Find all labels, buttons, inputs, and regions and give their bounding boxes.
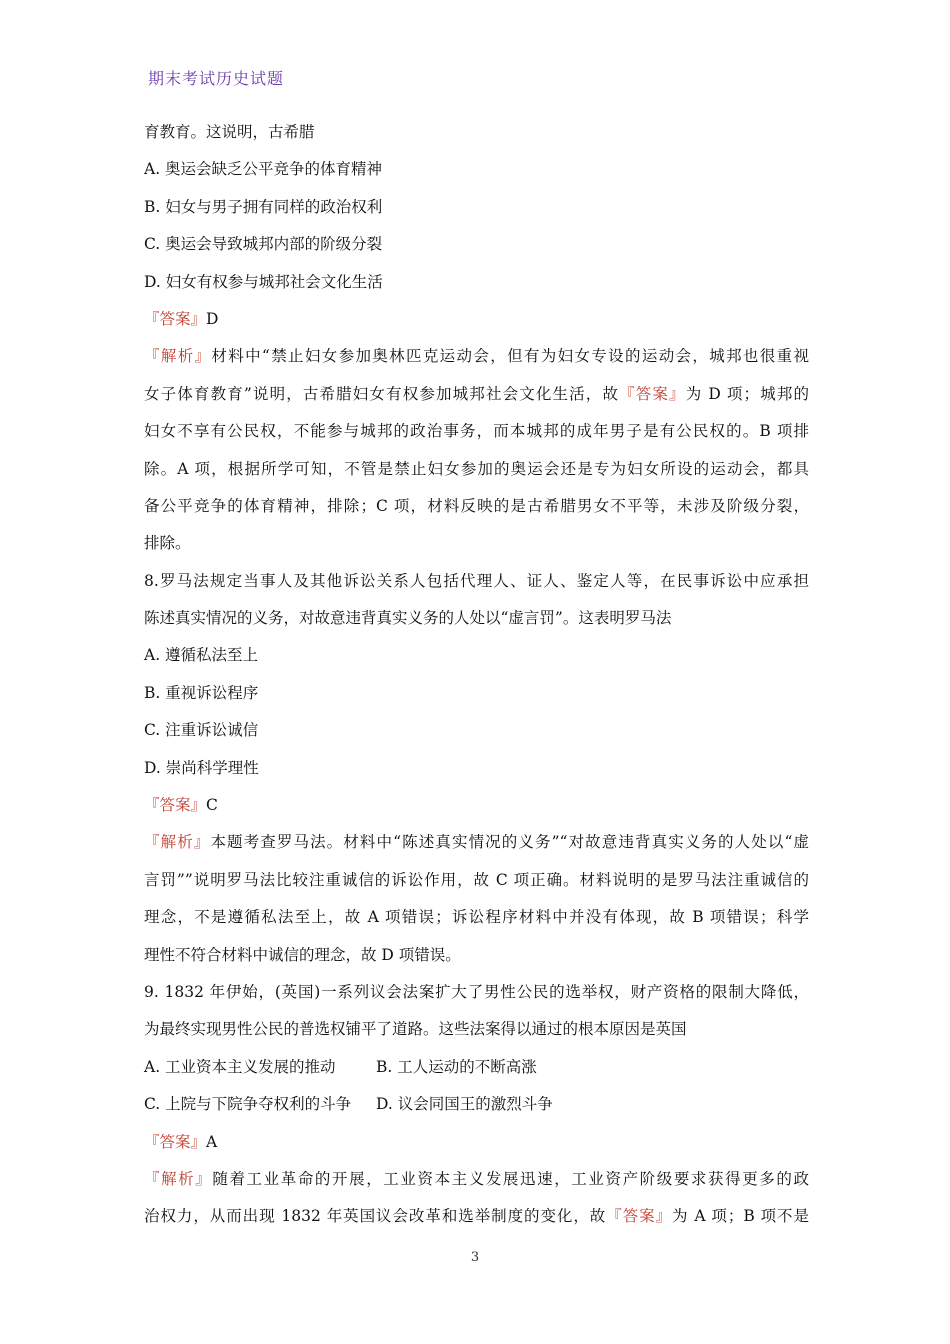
- option-a: A. 奥运会缺乏公平竞争的体育精神: [144, 160, 383, 179]
- analysis-tag: 『解析』: [144, 347, 212, 366]
- analysis-line: 『解析』本题考查罗马法。材料中“陈述真实情况的义务”“对故意违背真实义务的人处以“虚: [144, 833, 809, 852]
- answer-value: C: [206, 796, 218, 815]
- answer-tag: 『答案』: [144, 1132, 207, 1151]
- question-stem-line: 8.罗马法规定当事人及其他诉讼关系人包括代理人、证人、鉴定人等，在民事诉讼中应承担: [144, 571, 809, 590]
- analysis-line: 妇女不享有公民权，不能参与城邦的政治事务，而本城邦的成年男子是有公民权的。B 项排: [144, 422, 809, 441]
- analysis-tag: 『解析』: [144, 833, 211, 852]
- page-header-title: 期末考试历史试题: [148, 69, 285, 88]
- option-c: C. 注重诉讼诚信: [144, 721, 259, 740]
- answer-line: [144, 1131, 809, 1168]
- options-row: [144, 1093, 809, 1130]
- analysis-line: 理念，不是遵循私法至上，故 A 项错误；诉讼程序材料中并没有体现，故 B 项错误；科学: [144, 908, 809, 927]
- answer-value: D: [206, 309, 219, 328]
- option-d: D. 妇女有权参与城邦社会文化生活: [144, 272, 383, 291]
- answer-tag: 『答案』: [619, 384, 686, 403]
- answer-line: [144, 308, 809, 345]
- analysis-line: 理性不符合材料中诚信的理念，故 D 项错误。: [144, 945, 461, 964]
- analysis-line: 『解析』随着工业革命的开展，工业资本主义发展迅速，工业资产阶级要求获得更多的政: [144, 1169, 809, 1188]
- question-stem-line: 9. 1832 年伊始，(英国)一系列议会法案扩大了男性公民的选举权，财产资格的限制大降低，: [144, 982, 809, 1001]
- option-c: C. 上院与下院争夺权利的斗争: [144, 1095, 352, 1114]
- option-a: A. 遵循私法至上: [144, 646, 259, 665]
- analysis-line: 治权力，从而出现 1832 年英国议会改革和选举制度的变化，故『答案』为 A 项；B 项不是: [144, 1207, 809, 1226]
- analysis-line: 除。A 项，根据所学可知，不管是禁止妇女参加的奥运会还是专为妇女所设的运动会，都具: [144, 459, 809, 478]
- option-b: B. 妇女与男子拥有同样的政治权利: [144, 197, 383, 216]
- options-row: [144, 1056, 809, 1093]
- answer-tag: 『答案』: [144, 796, 207, 815]
- analysis-line: 言罚””说明罗马法比较注重诚信的诉讼作用，故 C 项正确。材料说明的是罗马法注重诚信的: [144, 870, 809, 889]
- answer-tag: 『答案』: [144, 309, 207, 328]
- question-stem-line: 陈述真实情况的义务，对故意违背真实义务的人处以“虚言罚”。这表明罗马法: [144, 609, 672, 628]
- page-number: 3: [470, 1250, 480, 1265]
- option-b: B. 重视诉讼程序: [144, 683, 259, 702]
- document-body: [144, 121, 809, 1243]
- analysis-tag: 『解析』: [144, 1169, 213, 1188]
- question-stem-line: 育教育。这说明，古希腊: [144, 123, 315, 141]
- option-d: D. 崇尚科学理性: [144, 758, 259, 777]
- option-a: A. 工业资本主义发展的推动: [144, 1057, 336, 1076]
- analysis-line: 备公平竞争的体育精神，排除；C 项，材料反映的是古希腊男女不平等，未涉及阶级分裂，: [144, 496, 809, 515]
- option-c: C. 奥运会导致城邦内部的阶级分裂: [144, 235, 383, 254]
- option-b: B. 工人运动的不断高涨: [376, 1057, 537, 1076]
- answer-value: A: [206, 1132, 218, 1151]
- analysis-line: 排除。: [144, 534, 191, 553]
- option-d: D. 议会同国王的激烈斗争: [376, 1095, 553, 1114]
- analysis-line: 女子体育教育”说明，古希腊妇女有权参加城邦社会文化生活，故『答案』为 D 项；城邦的: [144, 384, 809, 403]
- question-stem-line: 为最终实现男性公民的普选权铺平了道路。这些法案得以通过的根本原因是英国: [144, 1020, 687, 1039]
- analysis-line: 『解析』材料中“禁止妇女参加奥林匹克运动会，但有为妇女专设的运动会，城邦也很重视: [144, 347, 809, 366]
- answer-tag: 『答案』: [606, 1207, 673, 1226]
- answer-line: [144, 794, 809, 831]
